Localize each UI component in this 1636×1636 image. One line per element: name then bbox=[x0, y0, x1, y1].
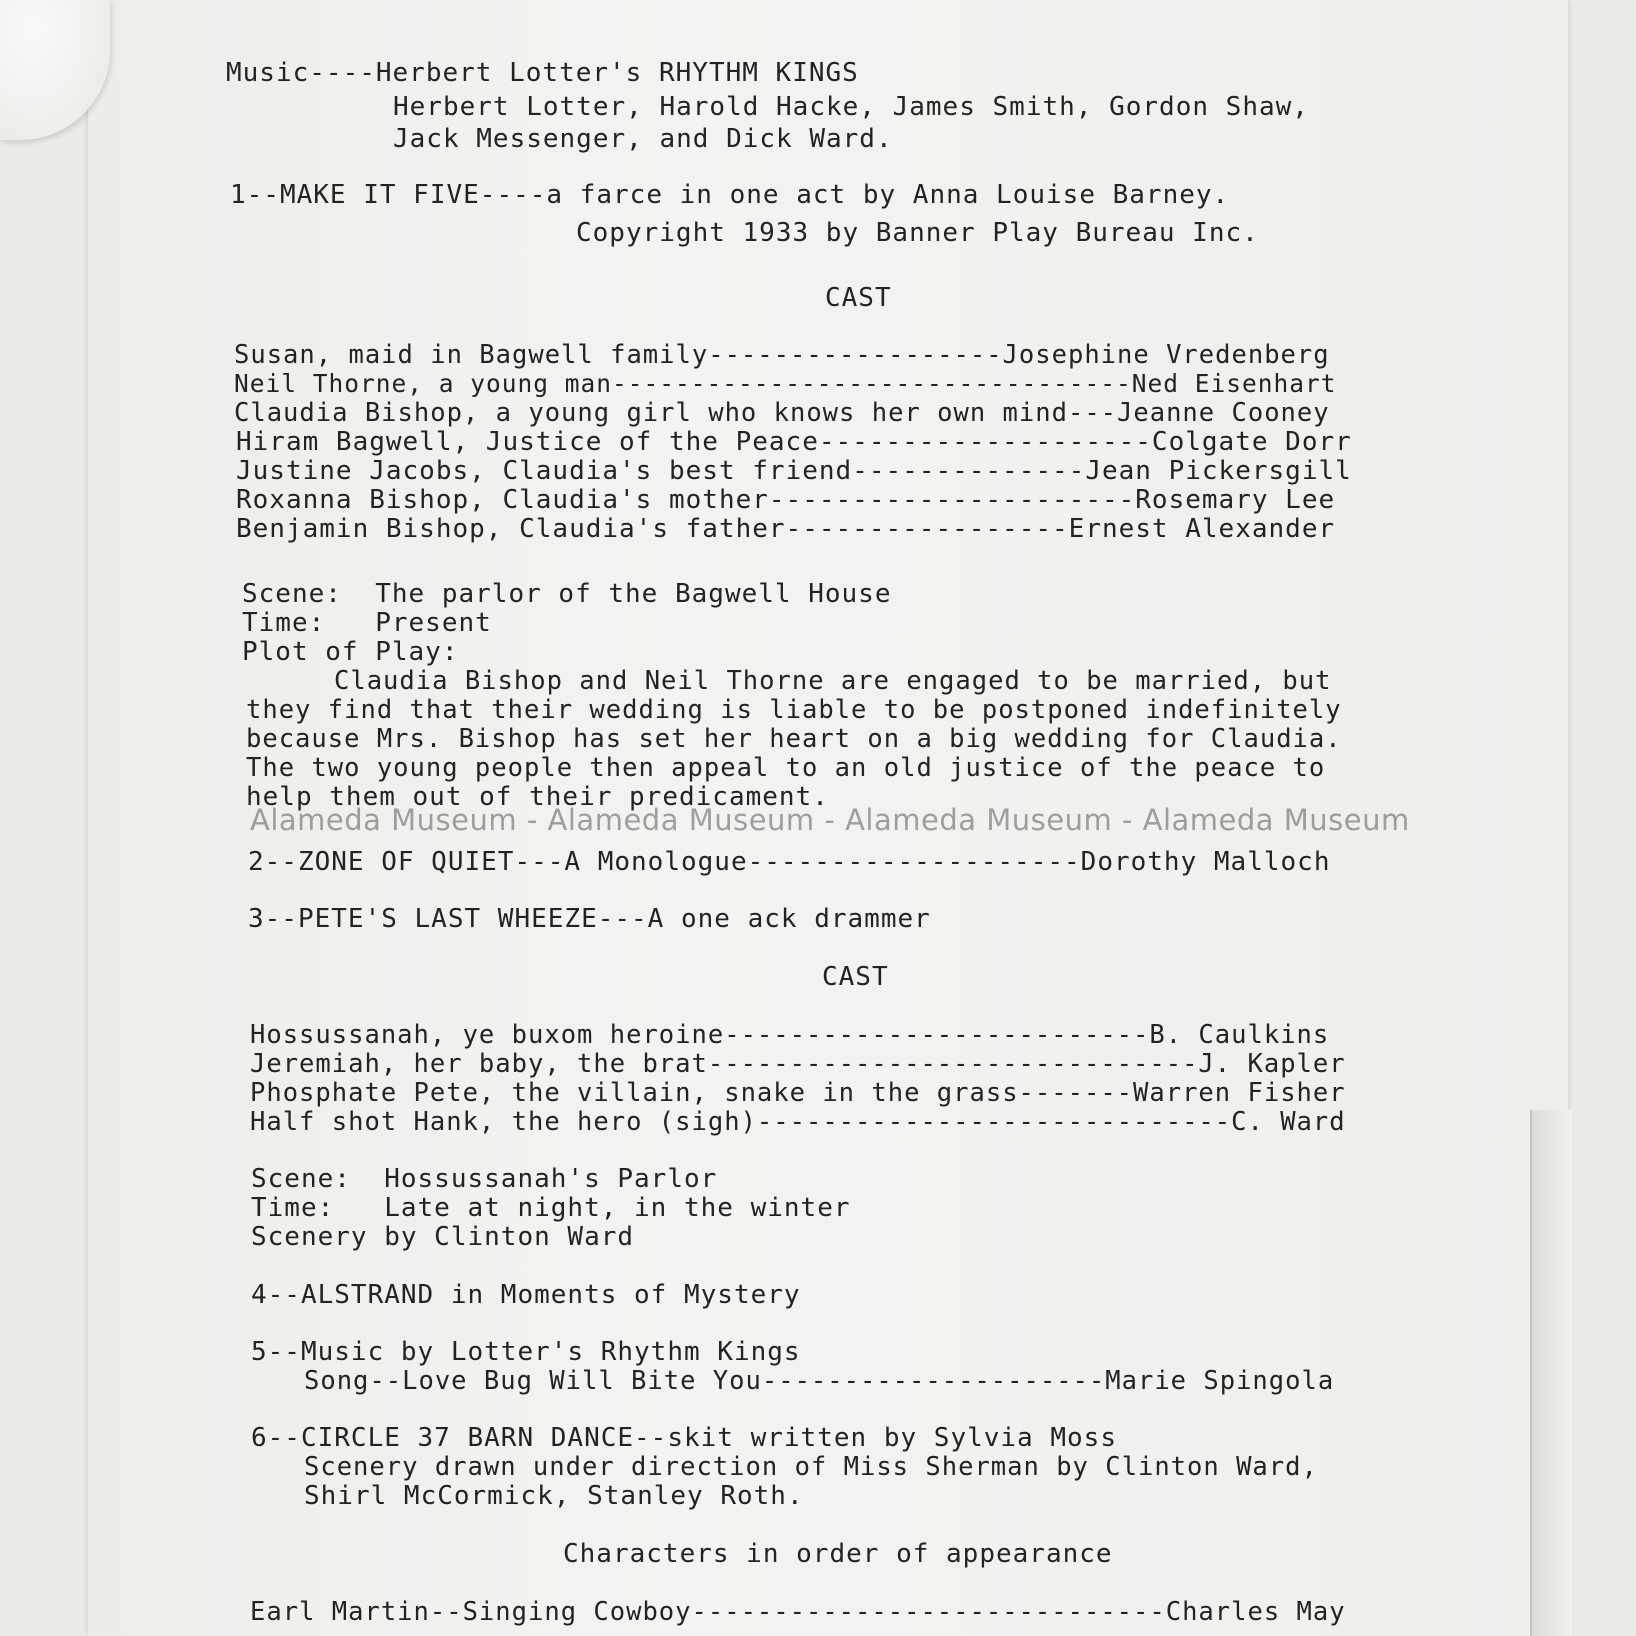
scenery-direction-line: Scenery drawn under direction of Miss Sherman by Clinton Ward, bbox=[304, 1452, 1318, 1482]
cast-line: Justine Jacobs, Claudia's best friend--------------Jean Pickersgill bbox=[236, 456, 1352, 486]
plot-text-line: help them out of their predicament. bbox=[246, 782, 829, 812]
cast-heading: CAST bbox=[825, 283, 892, 313]
act-1-copyright: Copyright 1933 by Banner Play Bureau Inc. bbox=[576, 218, 1259, 248]
cast-line: Hiram Bagwell, Justice of the Peace--------------------Colgate Dorr bbox=[236, 427, 1352, 457]
plot-text-line: because Mrs. Bishop has set her heart on a big wedding for Claudia. bbox=[246, 724, 1342, 754]
cast-line: Hossussanah, ye buxom heroine--------------------------B. Caulkins bbox=[250, 1020, 1330, 1050]
time-line-2: Time: Late at night, in the winter bbox=[251, 1193, 851, 1223]
cast-line: Phosphate Pete, the villain, snake in the grass-------Warren Fisher bbox=[250, 1078, 1346, 1108]
musicians-line-1: Herbert Lotter, Harold Hacke, James Smith, Gordon Shaw, bbox=[393, 92, 1309, 122]
plot-text-line: Claudia Bishop and Neil Thorne are engaged to be married, but bbox=[334, 666, 1332, 696]
scene-line-2: Scene: Hossussanah's Parlor bbox=[251, 1164, 718, 1194]
scene-line: Scene: The parlor of the Bagwell House bbox=[242, 579, 892, 609]
paper-edge-stack bbox=[1530, 1110, 1572, 1636]
act-5-line: 5--Music by Lotter's Rhythm Kings bbox=[251, 1337, 801, 1367]
time-line: Time: Present bbox=[242, 608, 492, 638]
museum-watermark: Alameda Museum - Alameda Museum - Alameda Museum - Alameda Museum bbox=[250, 803, 1410, 837]
cast-line: Benjamin Bishop, Claudia's father-----------------Ernest Alexander bbox=[236, 514, 1336, 544]
cast-line: Earl Martin--Singing Cowboy-----------------------------Charles May bbox=[250, 1597, 1346, 1627]
cast-line: Half shot Hank, the hero (sigh)-----------------------------C. Ward bbox=[250, 1107, 1346, 1137]
act-4-line: 4--ALSTRAND in Moments of Mystery bbox=[251, 1280, 801, 1310]
act-6-line: 6--CIRCLE 37 BARN DANCE--skit written by Sylvia Moss bbox=[251, 1423, 1117, 1453]
cast-line: Neil Thorne, a young man---------------------------------Ned Eisenhart bbox=[234, 369, 1337, 398]
plot-text-line: they find that their wedding is liable to be postponed indefinitely bbox=[246, 695, 1342, 725]
music-credit-line: Music----Herbert Lotter's RHYTHM KINGS bbox=[226, 58, 859, 88]
cast-line: Susan, maid in Bagwell family------------------Josephine Vredenberg bbox=[234, 340, 1330, 370]
musicians-line-2: Jack Messenger, and Dick Ward. bbox=[393, 124, 893, 154]
cast-heading-2: CAST bbox=[822, 962, 889, 992]
plot-text-line: The two young people then appeal to an old justice of the peace to bbox=[246, 753, 1326, 783]
plot-heading: Plot of Play: bbox=[242, 637, 459, 667]
cast-line: Roxanna Bishop, Claudia's mother----------------------Rosemary Lee bbox=[236, 485, 1336, 515]
cast-line: Jeremiah, her baby, the brat------------------------------J. Kapler bbox=[250, 1049, 1346, 1079]
scenery-direction-line: Shirl McCormick, Stanley Roth. bbox=[304, 1481, 804, 1511]
act-1-title: 1--MAKE IT FIVE----a farce in one act by Anna Louise Barney. bbox=[230, 180, 1230, 210]
song-line: Song--Love Bug Will Bite You---------------------Marie Spingola bbox=[304, 1366, 1335, 1396]
characters-heading: Characters in order of appearance bbox=[563, 1539, 1113, 1569]
act-3-title: 3--PETE'S LAST WHEEZE---A one ack drammer bbox=[248, 904, 931, 934]
scenery-credit: Scenery by Clinton Ward bbox=[251, 1222, 635, 1252]
act-2-line: 2--ZONE OF QUIET---A Monologue--------------------Dorothy Malloch bbox=[248, 847, 1331, 877]
cast-line: Claudia Bishop, a young girl who knows her own mind---Jeanne Cooney bbox=[234, 398, 1330, 428]
